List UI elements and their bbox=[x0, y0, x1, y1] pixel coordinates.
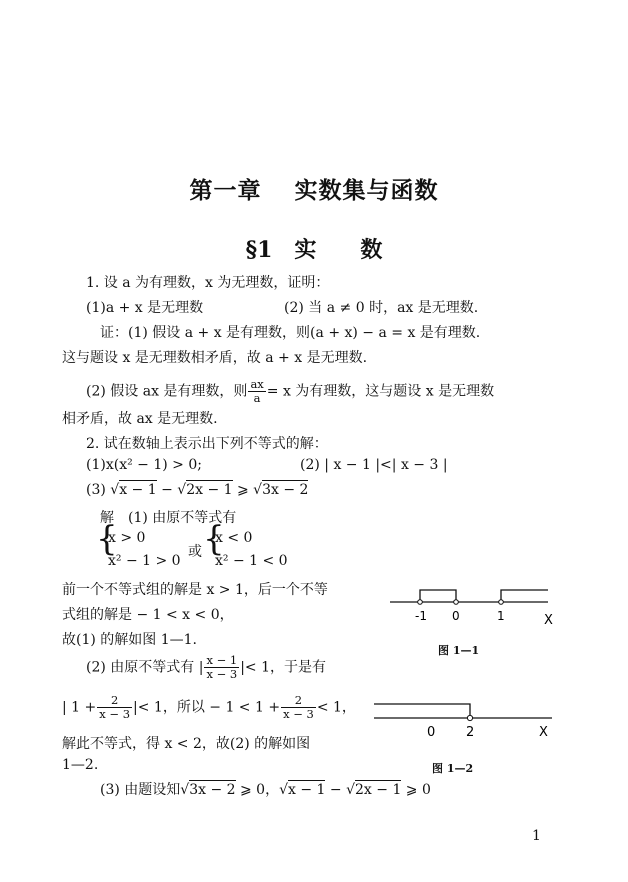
tick-label-minus-1: -1 bbox=[415, 609, 427, 623]
open-point-0 bbox=[454, 600, 459, 605]
solution-2-line-2-a: | 1 + bbox=[62, 699, 97, 716]
problem-2-part-3 bbox=[86, 482, 308, 498]
fraction-denominator: x − 3 bbox=[99, 707, 131, 721]
figure-1-1-number-line bbox=[388, 584, 568, 632]
solution-2-line-1 bbox=[86, 654, 326, 681]
tick-label-2: 2 bbox=[466, 725, 475, 740]
left-brace-1: { bbox=[96, 519, 118, 559]
fraction-numerator: 2 bbox=[281, 694, 316, 708]
fraction-x1-over-x3 bbox=[204, 654, 239, 681]
solution-line-1: 前一个不等式组的解是 x > 1，后一个不等 bbox=[62, 582, 328, 598]
solution-2-line-1-b: |< 1，于是有 bbox=[240, 659, 327, 676]
axis-label-x: X bbox=[544, 613, 553, 628]
solution-3-end: ⩾ 0 bbox=[401, 782, 431, 798]
proof-line-3-a: (2) 假设 ax 是有理数，则 bbox=[86, 383, 248, 400]
fraction-ax-over-a bbox=[248, 378, 265, 405]
fraction-denominator: x − 3 bbox=[283, 707, 314, 721]
radicand-3: 2x − 1 bbox=[355, 782, 402, 798]
solution-line-3: 故(1) 的解如图 1—1. bbox=[62, 632, 197, 648]
solution-2-line-2-c: < 1， bbox=[316, 699, 356, 716]
solution-3-mid2: − √ bbox=[325, 782, 356, 798]
figure-1-1-caption: 图 1—1 bbox=[438, 644, 480, 657]
solution-2-line-2-b: |< 1，所以 − 1 < 1 + bbox=[133, 699, 281, 716]
radicand-3: 3x − 2 bbox=[262, 482, 309, 498]
solution-2-line-1-a: (2) 由原不等式有 | bbox=[86, 659, 204, 676]
fraction-denominator: x − 3 bbox=[206, 667, 238, 681]
axis-label-x: X bbox=[539, 725, 548, 740]
open-point-2 bbox=[467, 715, 472, 720]
fraction-numerator: x − 1 bbox=[206, 653, 238, 667]
problem-1-statement: 1. 设 a 为有理数，x 为无理数，证明： bbox=[86, 275, 330, 291]
proof-line-3 bbox=[86, 378, 494, 405]
solution-2-line-2 bbox=[62, 694, 356, 721]
left-brace-2: { bbox=[203, 519, 225, 559]
problem-1-part-1: (1)a + x 是无理数 bbox=[86, 300, 204, 316]
solution-2-line-3: 解此不等式，得 x < 2，故(2) 的解如图 bbox=[62, 736, 311, 752]
figure-1-2-caption: 图 1—2 bbox=[432, 762, 474, 775]
radicand-1: x − 1 bbox=[119, 482, 157, 498]
tick-label-1: 1 bbox=[497, 609, 505, 623]
or-word: 或 bbox=[188, 544, 202, 560]
fraction-numerator: ax bbox=[250, 377, 264, 391]
open-point-minus-1 bbox=[418, 600, 423, 605]
page-number: 1 bbox=[532, 828, 541, 844]
figure-1-2-number-line bbox=[372, 696, 562, 740]
fraction-numerator: 2 bbox=[97, 694, 132, 708]
solution-intro: 解 (1) 由原不等式有 bbox=[100, 510, 237, 526]
solution-3-prefix: (3) 由题设知√ bbox=[100, 782, 190, 798]
fraction-2-over-x3-second bbox=[281, 694, 316, 721]
solution-3-mid: ⩾ 0，√ bbox=[235, 782, 289, 798]
system-2-bottom: x² − 1 < 0 bbox=[215, 553, 288, 569]
radicand-1: 3x − 2 bbox=[189, 782, 236, 798]
radicand-2: x − 1 bbox=[288, 782, 326, 798]
solution-line-2: 式组的解是 − 1 < x < 0， bbox=[62, 607, 234, 623]
system-1-bottom: x² − 1 > 0 bbox=[108, 553, 181, 569]
interval-bracket-left bbox=[420, 590, 456, 602]
interval-bracket-right bbox=[501, 590, 548, 602]
system-1-top: x > 0 bbox=[108, 530, 146, 546]
part-3-prefix: (3) √ bbox=[86, 482, 120, 498]
section-title: §1 实 数 bbox=[245, 237, 383, 263]
proof-line-4: 相矛盾，故 ax 是无理数. bbox=[62, 411, 218, 427]
tick-label-0: 0 bbox=[427, 725, 436, 740]
solution-2-line-4: 1—2. bbox=[62, 757, 99, 773]
system-2-top: x < 0 bbox=[215, 530, 253, 546]
interval-bracket bbox=[374, 704, 470, 718]
open-point-1 bbox=[499, 600, 504, 605]
part-3-ge: ⩾ √ bbox=[232, 482, 263, 498]
proof-line-2: 这与题设 x 是无理数相矛盾，故 a + x 是无理数. bbox=[62, 350, 368, 366]
fraction-denominator: a bbox=[253, 391, 261, 405]
problem-2-part-2: (2) | x − 1 |<| x − 3 | bbox=[300, 457, 448, 473]
chapter-title: 第一章 实数集与函数 bbox=[189, 177, 439, 204]
proof-line-3-b: = x 为有理数，这与题设 x 是无理数 bbox=[266, 383, 495, 400]
problem-2-statement: 2. 试在数轴上表示出下列不等式的解： bbox=[86, 436, 328, 452]
solution-3-line-1 bbox=[100, 779, 431, 799]
part-3-minus: − √ bbox=[156, 482, 187, 498]
proof-line-1: 证：(1) 假设 a + x 是有理数，则(a + x) − a = x 是有理数. bbox=[100, 325, 481, 341]
problem-2-part-1: (1)x(x² − 1) > 0; bbox=[86, 457, 202, 473]
problem-1-part-2: (2) 当 a ≠ 0 时，ax 是无理数. bbox=[284, 300, 479, 316]
tick-label-0: 0 bbox=[452, 609, 460, 623]
radicand-2: 2x − 1 bbox=[186, 482, 233, 498]
fraction-2-over-x3 bbox=[97, 694, 132, 721]
